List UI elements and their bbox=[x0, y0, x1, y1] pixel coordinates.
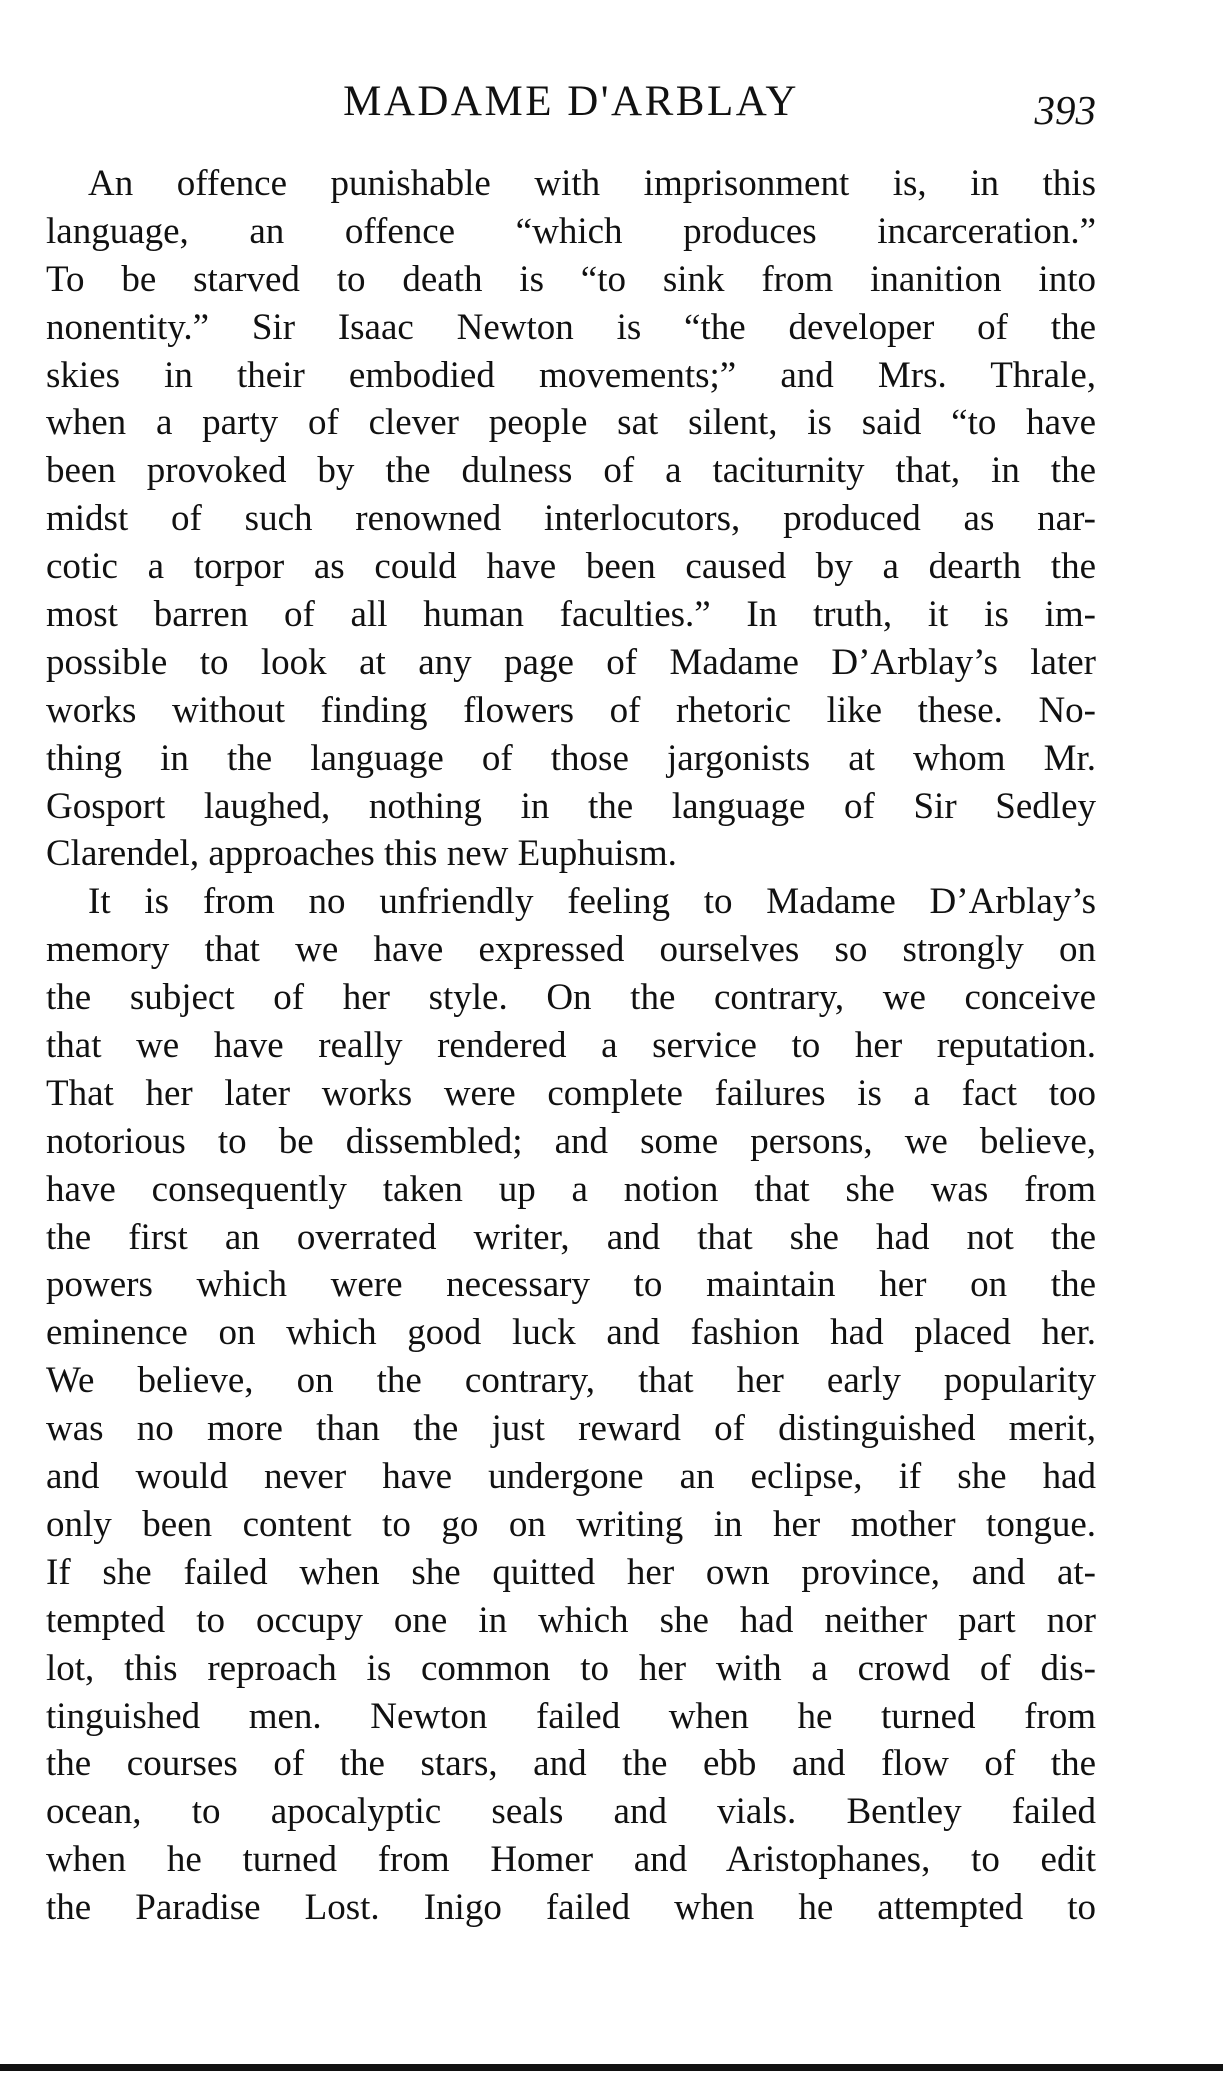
text-line: powers which were necessary to maintain her on the bbox=[46, 1264, 1096, 1306]
running-title: MADAME D'ARBLAY bbox=[343, 78, 799, 125]
text-line: ocean, to apocalyptic seals and vials. Bentley failed bbox=[46, 1791, 1096, 1833]
text-line: possible to look at any page of Madame D’Arblay’s later bbox=[46, 641, 1096, 683]
text-line: It is from no unfriendly feeling to Madame D’Arblay’s bbox=[88, 881, 1096, 923]
page-number: 393 bbox=[1034, 87, 1096, 133]
text-line: the Paradise Lost. Inigo failed when he attempted to bbox=[46, 1887, 1096, 1929]
text-line: been provoked by the dulness of a taciturnity that, in the bbox=[46, 450, 1096, 492]
text-line: works without finding flowers of rhetoric like these. No- bbox=[46, 689, 1096, 731]
text-line: nonentity.” Sir Isaac Newton is “the developer of the bbox=[46, 306, 1096, 348]
text-line: Gosport laughed, nothing in the language of Sir Sedley bbox=[46, 785, 1096, 827]
text-line: have consequently taken up a notion that she was from bbox=[46, 1168, 1096, 1210]
text-line: and would never have undergone an eclipse, if she had bbox=[46, 1456, 1096, 1498]
text-line: the first an overrated writer, and that she had not the bbox=[46, 1216, 1096, 1258]
text-line: We believe, on the contrary, that her early popularity bbox=[46, 1360, 1096, 1402]
text-line: when a party of clever people sat silent, is said “to have bbox=[46, 402, 1096, 444]
text-line: eminence on which good luck and fashion had placed her. bbox=[46, 1312, 1096, 1354]
text-line: memory that we have expressed ourselves so strongly on bbox=[46, 929, 1096, 971]
text-line: That her later works were complete failures is a fact too bbox=[46, 1072, 1096, 1114]
text-line: tinguished men. Newton failed when he turned from bbox=[46, 1695, 1096, 1737]
text-line: skies in their embodied movements;” and Mrs. Thrale, bbox=[46, 354, 1096, 396]
text-line: Clarendel, approaches this new Euphuism. bbox=[46, 833, 677, 875]
bottom-rule bbox=[0, 2064, 1223, 2071]
text-line: that we have really rendered a service to her reputation. bbox=[46, 1025, 1096, 1067]
text-line: language, an offence “which produces incarceration.” bbox=[46, 210, 1096, 252]
text-line: only been content to go on writing in her mother tongue. bbox=[46, 1503, 1096, 1545]
text-line: when he turned from Homer and Aristophanes, to edit bbox=[46, 1839, 1096, 1881]
text-line: the courses of the stars, and the ebb and flow of the bbox=[46, 1743, 1096, 1785]
text-line: If she failed when she quitted her own province, and at- bbox=[46, 1551, 1096, 1593]
text-line: midst of such renowned interlocutors, produced as nar- bbox=[46, 498, 1096, 540]
text-line: notorious to be dissembled; and some persons, we believe, bbox=[46, 1120, 1096, 1162]
text-line: the subject of her style. On the contrary, we conceive bbox=[46, 977, 1096, 1019]
body-text bbox=[46, 160, 1096, 1932]
running-head bbox=[46, 72, 1096, 132]
text-line: To be starved to death is “to sink from inanition into bbox=[46, 258, 1096, 300]
text-line: thing in the language of those jargonists at whom Mr. bbox=[46, 737, 1096, 779]
text-line: An offence punishable with imprisonment is, in this bbox=[88, 163, 1096, 204]
text-line: tempted to occupy one in which she had neither part nor bbox=[46, 1599, 1096, 1641]
text-line: lot, this reproach is common to her with a crowd of dis- bbox=[46, 1647, 1096, 1689]
text-line: was no more than the just reward of distinguished merit, bbox=[46, 1408, 1096, 1450]
text-line: cotic a torpor as could have been caused by a dearth the bbox=[46, 546, 1096, 588]
text-line: most barren of all human faculties.” In truth, it is im- bbox=[46, 594, 1096, 636]
